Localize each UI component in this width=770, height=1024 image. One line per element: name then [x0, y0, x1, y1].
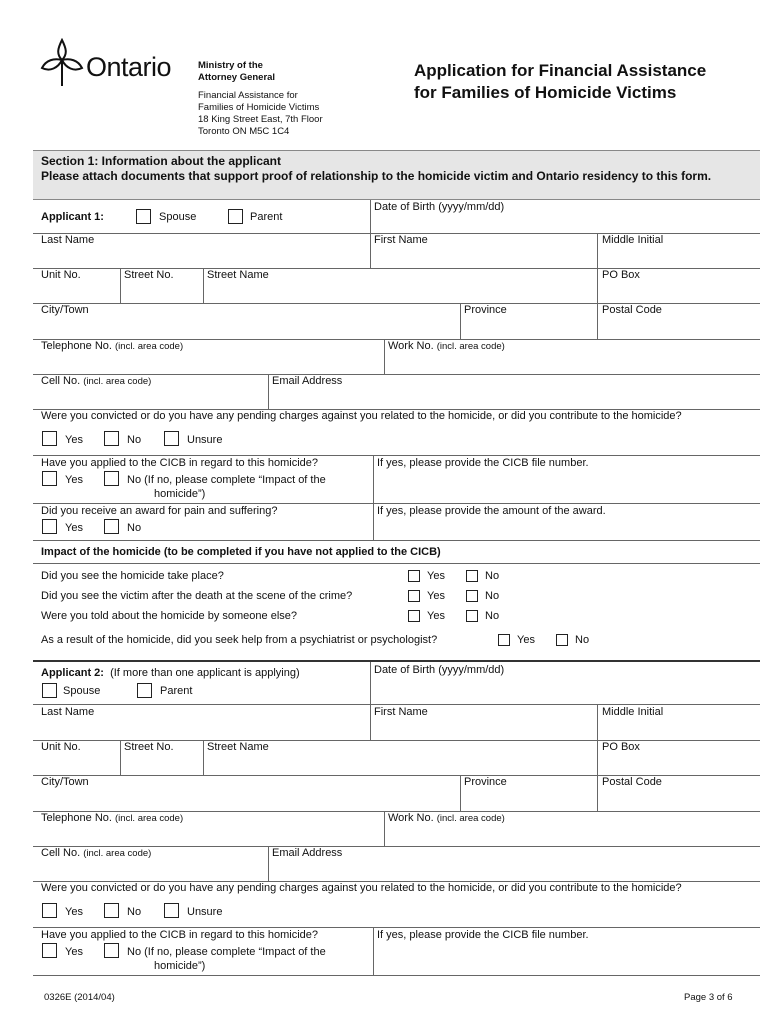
applicant1-street-no-field[interactable]: Street No.	[124, 269, 174, 281]
applicant1-last-name-field[interactable]: Last Name	[41, 234, 95, 246]
impact-heading: Impact of the homicide (to be completed if you have not applied to the CICB)	[41, 546, 441, 558]
applicant1-spouse-checkbox[interactable]	[136, 209, 151, 224]
impact-question-1: Did you see the homicide take place?	[41, 570, 224, 582]
applicant1-award-question: Did you receive an award for pain and suffering?	[41, 505, 278, 517]
applicant2-middle-initial-field[interactable]: Middle Initial	[602, 706, 664, 718]
impact-q1-yes-checkbox[interactable]	[408, 570, 420, 582]
page-number: Page 3 of 6	[684, 992, 733, 1003]
applicant1-postal-code-field[interactable]: Postal Code	[602, 304, 662, 316]
applicant1-award-no-checkbox[interactable]	[104, 519, 119, 534]
applicant1-cicb-file-field[interactable]: If yes, please provide the CICB file number.	[377, 457, 589, 469]
applicant1-convicted-yes-checkbox[interactable]	[42, 431, 57, 446]
applicant2-spouse-checkbox[interactable]	[42, 683, 57, 698]
applicant1-cicb-no-checkbox[interactable]	[104, 471, 119, 486]
ministry-name: Ministry of the Attorney General	[198, 60, 276, 83]
impact-question-4: As a result of the homicide, did you seek help from a psychiatrist or psychologist?	[41, 634, 438, 646]
applicant1-award-amount-field[interactable]: If yes, please provide the amount of the award.	[377, 505, 606, 517]
applicant2-convicted-unsure-checkbox[interactable]	[164, 903, 179, 918]
impact-q3-yes-checkbox[interactable]	[408, 610, 420, 622]
applicant2-cicb-yes-checkbox[interactable]	[42, 943, 57, 958]
impact-q1-no-checkbox[interactable]	[466, 570, 478, 582]
applicant2-postal-code-field[interactable]: Postal Code	[602, 776, 662, 788]
applicant1-street-name-field[interactable]: Street Name	[207, 269, 269, 281]
impact-q4-yes-checkbox[interactable]	[498, 634, 510, 646]
ontario-wordmark: Ontario	[86, 52, 172, 82]
applicant1-email-field[interactable]: Email Address	[272, 375, 343, 387]
applicant1-cell-field[interactable]: Cell No. (incl. area code)	[41, 375, 152, 387]
applicant2-city-field[interactable]: City/Town	[41, 776, 89, 788]
applicant1-parent-checkbox[interactable]	[228, 209, 243, 224]
applicant1-work-field[interactable]: Work No. (incl. area code)	[388, 340, 505, 352]
section-heading-box	[33, 150, 760, 200]
applicant1-convicted-no-checkbox[interactable]	[104, 431, 119, 446]
applicant2-unit-field[interactable]: Unit No.	[41, 741, 81, 753]
applicant2-convicted-question: Were you convicted or do you have any pending charges against you related to the homicide, or did you contribute to the homicide?	[41, 882, 682, 894]
applicant2-cicb-question: Have you applied to the CICB in regard to this homicide?	[41, 929, 318, 941]
trillium-icon	[40, 38, 84, 88]
applicant1-cicb-question: Have you applied to the CICB in regard to this homicide?	[41, 457, 318, 469]
applicant1-dob-field[interactable]: Date of Birth (yyyy/mm/dd)	[374, 201, 505, 213]
applicant1-city-field[interactable]: City/Town	[41, 304, 89, 316]
program-address: Financial Assistance for Families of Homicide Victims 18 King Street East, 7th Floor Toronto ON M5C 1C4	[198, 90, 323, 137]
applicant2-po-box-field[interactable]: PO Box	[602, 741, 640, 753]
form-title: Application for Financial Assistance for Families of Homicide Victims	[414, 61, 707, 102]
impact-q2-no-checkbox[interactable]	[466, 590, 478, 602]
section-instruction: Please attach documents that support proof of relationship to the homicide victim and Ontario residency to this form.	[41, 169, 712, 183]
applicant1-label: Applicant 1:	[41, 211, 104, 223]
applicant2-convicted-yes-checkbox[interactable]	[42, 903, 57, 918]
applicant1-telephone-field[interactable]: Telephone No. (incl. area code)	[41, 340, 184, 352]
applicant2-cicb-no-checkbox[interactable]	[104, 943, 119, 958]
applicant2-telephone-field[interactable]: Telephone No. (incl. area code)	[41, 812, 184, 824]
applicant1-convicted-question: Were you convicted or do you have any pending charges against you related to the homicide, or did you contribute to the homicide?	[41, 410, 682, 422]
impact-question-3: Were you told about the homicide by someone else?	[41, 610, 298, 622]
applicant2-first-name-field[interactable]: First Name	[374, 706, 428, 718]
applicant1-convicted-unsure-checkbox[interactable]	[164, 431, 179, 446]
applicant1-po-box-field[interactable]: PO Box	[602, 269, 640, 281]
impact-q4-no-checkbox[interactable]	[556, 634, 568, 646]
applicant2-work-field[interactable]: Work No. (incl. area code)	[388, 812, 505, 824]
applicant1-first-name-field[interactable]: First Name	[374, 234, 428, 246]
applicant1-cicb-yes-checkbox[interactable]	[42, 471, 57, 486]
applicant2-cell-field[interactable]: Cell No. (incl. area code)	[41, 847, 152, 859]
applicant2-convicted-no-checkbox[interactable]	[104, 903, 119, 918]
applicant2-label: Applicant 2: (If more than one applicant is applying)	[41, 667, 300, 679]
applicant2-email-field[interactable]: Email Address	[272, 847, 343, 859]
applicant1-middle-initial-field[interactable]: Middle Initial	[602, 234, 664, 246]
applicant1-province-field[interactable]: Province	[464, 304, 507, 316]
applicant2-province-field[interactable]: Province	[464, 776, 507, 788]
form-number: 0326E (2014/04)	[44, 992, 115, 1003]
impact-q3-no-checkbox[interactable]	[466, 610, 478, 622]
applicant1-award-yes-checkbox[interactable]	[42, 519, 57, 534]
applicant2-parent-checkbox[interactable]	[137, 683, 152, 698]
section-title: Section 1: Information about the applicant	[41, 154, 282, 168]
applicant2-last-name-field[interactable]: Last Name	[41, 706, 95, 718]
impact-question-2: Did you see the victim after the death at the scene of the crime?	[41, 590, 353, 602]
applicant1-unit-field[interactable]: Unit No.	[41, 269, 81, 281]
applicant2-cicb-file-field[interactable]: If yes, please provide the CICB file number.	[377, 929, 589, 941]
applicant2-dob-field[interactable]: Date of Birth (yyyy/mm/dd)	[374, 664, 505, 676]
applicant2-street-name-field[interactable]: Street Name	[207, 741, 269, 753]
ontario-logo	[40, 38, 185, 88]
impact-q2-yes-checkbox[interactable]	[408, 590, 420, 602]
applicant2-street-no-field[interactable]: Street No.	[124, 741, 174, 753]
